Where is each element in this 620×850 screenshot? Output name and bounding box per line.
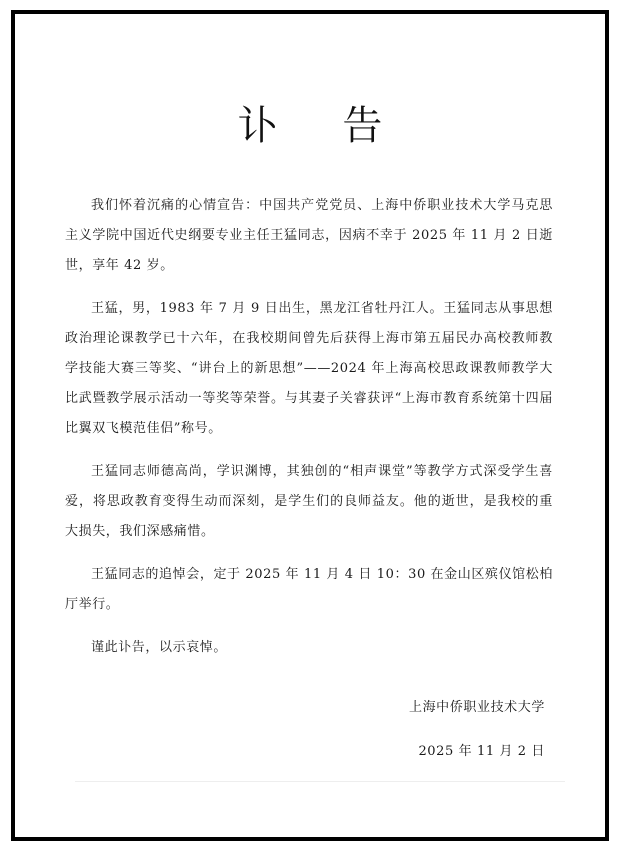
obituary-page [11,10,609,841]
paragraph-biography: 王猛，男，1983 年 7 月 9 日出生，黑龙江省牡丹江人。王猛同志从事思想政治理论课教学已十六年，在我校期间曾先后获得上海市第五届民办高校教师教学技能大赛三等奖、“讲台上的新思想”——2024 年上海高校思政课教师教学大比武暨教学展示活动一等奖等荣誉。与其妻子关睿获评“上海市教育系统第十四届比翼双飞模范佳侣”称号。 [65,301,553,436]
paragraph-tribute: 王猛同志师德高尚，学识渊博，其独创的“相声课堂”等教学方式深受学生喜爱，将思政教育变得生动而深刻，是学生们的良师益友。他的逝世，是我校的重大损失，我们深感痛惜。 [65,464,553,539]
footer-divider [75,781,565,782]
paragraph-memorial-service: 王猛同志的追悼会，定于 2025 年 11 月 4 日 10：30 在金山区殡仪馆松柏厅举行。 [65,567,553,612]
paragraph-announcement: 我们怀着沉痛的心情宣告：中国共产党党员、上海中侨职业技术大学马克思主义学院中国近代史纲要专业主任王猛同志，因病不幸于 2025 年 11 月 2 日逝世，享年 42 岁。 [65,198,553,273]
signature-organization: 上海中侨职业技术大学 [408,700,545,715]
notice-body [65,191,553,676]
notice-title: 讣 告 [237,103,409,149]
signature-date: 2025 年 11 月 2 日 [418,744,545,759]
paragraph-closing: 谨此讣告，以示哀悼。 [91,640,228,655]
